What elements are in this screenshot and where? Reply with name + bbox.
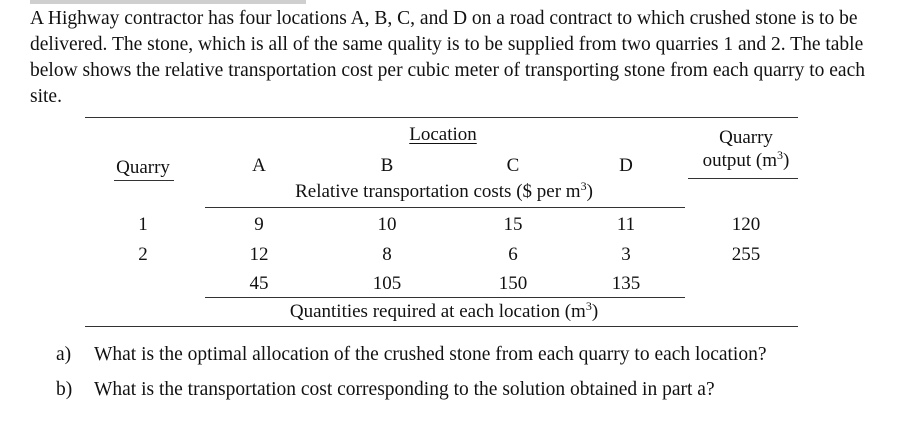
quarry-header-rule — [114, 180, 174, 181]
location-c-header: C — [506, 155, 520, 176]
cost-2-d: 3 — [621, 244, 631, 265]
cost-2-a: 12 — [249, 244, 269, 265]
output-header-line1: Quarry — [719, 127, 773, 148]
required-d: 135 — [611, 273, 641, 294]
required-caption: Quantities required at each location $(m^3)$ — [289, 299, 599, 322]
question-b-text: What is the transportation cost corresponding to the solution obtained in part a? — [94, 379, 715, 400]
costs-caption: Relative transportation costs ($ per $m^3$) — [295, 179, 593, 202]
problem-paragraph: A Highway contractor has four locations A, B, C, and D on a road contract to which crushed stone is to be delivered. The stone, which is all of the same quality is to be supplied from two quarries 1 and 2. The table below shows the relative transportation cost per cubic meter of transporting stone from each quarry to each site. — [30, 8, 865, 107]
quarry-header: Quarry — [116, 157, 170, 178]
location-a-header: A — [252, 155, 266, 176]
top-divider — [30, 0, 306, 4]
cost-1-a: 9 — [254, 214, 264, 235]
output-header-line2: output $(m^3)$ — [702, 148, 790, 171]
output-header-rule — [688, 178, 798, 179]
cost-2-c: 6 — [508, 244, 518, 265]
cost-1-b: 10 — [377, 214, 397, 235]
quarry-1-label: 1 — [138, 214, 148, 235]
table-bottom-rule — [85, 326, 798, 327]
costs-caption-rule — [205, 207, 685, 208]
question-a-marker: a) — [56, 344, 72, 365]
required-c: 150 — [498, 273, 528, 294]
output-2: 255 — [731, 244, 761, 265]
required-b: 105 — [372, 273, 402, 294]
required-rule — [205, 297, 685, 298]
question-a-text: What is the optimal allocation of the crushed stone from each quarry to each location? — [94, 344, 767, 365]
location-b-header: B — [380, 155, 394, 176]
cost-1-d: 11 — [616, 214, 636, 235]
location-header: Location — [409, 124, 477, 145]
output-1: 120 — [731, 214, 761, 235]
cost-1-c: 15 — [503, 214, 523, 235]
question-b-marker: b) — [56, 379, 73, 400]
quarry-2-label: 2 — [138, 244, 148, 265]
required-a: 45 — [249, 273, 269, 294]
cost-2-b: 8 — [382, 244, 392, 265]
table-top-rule — [85, 117, 798, 118]
location-d-header: D — [619, 155, 633, 176]
